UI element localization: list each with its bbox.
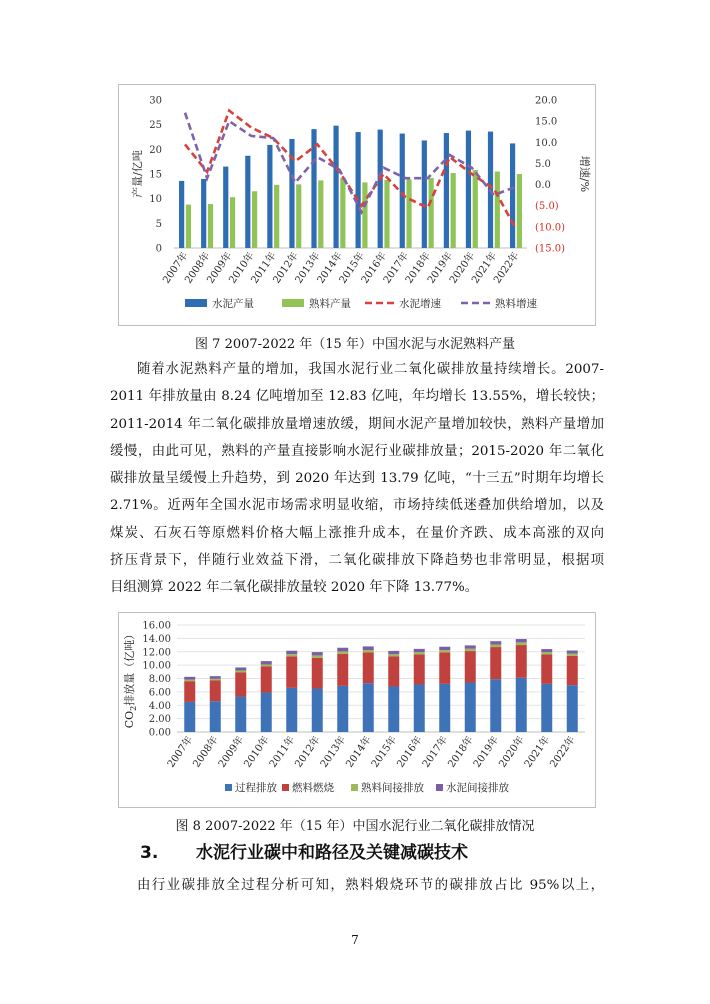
process-emission-bar	[261, 693, 272, 732]
bar-cement-output	[333, 126, 338, 248]
fuel-combustion-bar	[490, 647, 501, 679]
bar-clinker-output	[318, 180, 323, 248]
left-axis-tick-label: 5	[155, 218, 162, 230]
clinker-indirect-bar	[337, 651, 348, 653]
page-number: 7	[351, 933, 359, 947]
x-axis-tick-label: 2022年	[492, 250, 522, 286]
legend-label: 熟料产量	[309, 298, 351, 310]
paragraph-line: 由行业碳排放全过程分析可知，熟料煅烧环节的碳排放占比 95%以上，	[137, 878, 604, 893]
clinker-indirect-bar	[541, 652, 552, 654]
bar-clinker-output	[495, 172, 500, 248]
right-axis-tick-label: (5.0)	[535, 201, 559, 213]
y-axis-tick-label: 12.00	[142, 647, 171, 659]
process-emission-bar	[363, 683, 374, 732]
bar-cement-output	[510, 143, 515, 248]
legend-swatch	[351, 784, 358, 791]
bar-cement-output	[201, 179, 206, 248]
fuel-combustion-bar	[388, 656, 399, 686]
bar-cement-output	[466, 131, 471, 248]
clinker-indirect-bar	[567, 653, 578, 655]
y-axis-title: $CO_2$排放量（亿吨）	[123, 628, 138, 729]
x-axis-tick-label: 2008年	[183, 250, 213, 286]
bar-cement-output	[356, 132, 361, 248]
paragraph-line: 随着水泥熟料产量的增加，我国水泥行业二氧化碳排放量持续增长。2007-	[137, 362, 604, 377]
right-axis-title: 增速/%	[578, 155, 591, 193]
process-emission-bar	[490, 679, 501, 732]
bar-clinker-output	[274, 185, 279, 248]
bar-clinker-output	[473, 170, 478, 248]
cement-indirect-bar	[439, 647, 450, 650]
cement-indirect-bar	[465, 645, 476, 648]
x-axis-tick-label: 2015年	[369, 734, 400, 770]
legend-swatch	[225, 784, 232, 791]
process-emission-bar	[516, 678, 527, 732]
bar-clinker-output	[208, 204, 213, 248]
fuel-combustion-bar	[567, 656, 578, 685]
bar-cement-output	[444, 133, 449, 248]
legend-label: 燃料燃烧	[292, 782, 334, 794]
cement-indirect-bar	[516, 639, 527, 642]
figure-7-chart	[118, 84, 596, 326]
left-axis-tick-label: 20	[149, 144, 162, 156]
x-axis-tick-label: 2020年	[497, 734, 527, 770]
bar-clinker-output	[340, 178, 345, 248]
cement-indirect-bar	[388, 651, 399, 654]
clinker-indirect-bar	[388, 654, 399, 656]
legend-swatch	[185, 299, 207, 307]
bar-cement-output	[223, 167, 228, 248]
clinker-indirect-bar	[312, 655, 323, 657]
clinker-indirect-bar	[516, 642, 527, 645]
process-emission-bar	[567, 685, 578, 732]
y-axis-tick-label: 8.00	[148, 674, 171, 685]
bar-clinker-output	[230, 197, 235, 248]
section-heading	[140, 838, 468, 863]
fuel-combustion-bar	[363, 652, 374, 683]
legend-label: 过程排放	[235, 782, 277, 794]
bar-clinker-output	[362, 182, 367, 248]
left-axis-tick-label: 10	[149, 194, 162, 206]
x-axis-tick-label: 2014年	[315, 250, 345, 286]
paragraph-line: 目组测算 2022 年二氧化碳排放量较 2020 年下降 13.77%。	[110, 580, 479, 596]
fuel-combustion-bar	[184, 681, 195, 702]
x-axis-tick-label: 2013年	[318, 734, 349, 770]
clinker-indirect-bar	[235, 670, 246, 672]
fuel-combustion-bar	[312, 658, 323, 689]
cement-indirect-bar	[210, 676, 221, 679]
paragraph-line: 2011-2014 年二氧化碳排放量增速放缓，期间水泥产量增加较快，熟料产量增加	[110, 416, 604, 432]
legend-swatch	[282, 299, 304, 307]
legend-swatch	[282, 784, 289, 791]
legend-label: 熟料增速	[495, 298, 537, 310]
paragraph-line: 2011 年排放量由 8.24 亿吨增加至 12.83 亿吨，年均增长 13.55%，增长较快；	[110, 389, 604, 405]
x-axis-tick-label: 2019年	[425, 250, 456, 286]
bar-clinker-output	[451, 173, 456, 248]
x-axis-tick-label: 2010年	[242, 734, 272, 770]
x-axis-tick-label: 2012年	[271, 250, 301, 286]
bar-clinker-output	[406, 179, 411, 248]
clinker-indirect-bar	[439, 650, 450, 652]
cement-indirect-bar	[312, 652, 323, 655]
right-axis-tick-label: 5.0	[535, 158, 551, 170]
fuel-combustion-bar	[516, 645, 527, 678]
bar-clinker-output	[252, 191, 257, 248]
process-emission-bar	[414, 685, 425, 732]
x-axis-tick-label: 2019年	[471, 734, 502, 770]
right-axis-tick-label: (10.0)	[535, 222, 566, 234]
fuel-combustion-bar	[414, 654, 425, 684]
y-axis-tick-label: 10.00	[142, 660, 171, 672]
left-axis-tick-label: 0	[155, 243, 162, 255]
legend-label: 水泥产量	[212, 298, 254, 310]
paragraph-line: 挤压背景下，伴随行业效益下滑，二氧化碳排放下降趋势也非常明显，根据项	[110, 553, 604, 569]
left-axis-tick-label: 30	[149, 95, 162, 107]
x-axis-tick-label: 2007年	[161, 250, 191, 286]
x-axis-tick-label: 2018年	[446, 734, 476, 770]
x-axis-tick-label: 2021年	[470, 250, 500, 286]
bar-cement-output	[422, 140, 427, 248]
x-axis-tick-label: 2022年	[548, 734, 578, 770]
x-axis-tick-label: 2010年	[227, 250, 257, 286]
cement-indirect-bar	[363, 646, 374, 650]
legend-swatch	[436, 784, 443, 791]
cement-indirect-bar	[184, 677, 195, 680]
x-axis-tick-label: 2011年	[249, 250, 279, 286]
x-axis-tick-label: 2017年	[381, 250, 412, 286]
cement-indirect-bar	[235, 667, 246, 670]
bar-clinker-output	[429, 178, 434, 248]
paragraph-clinker	[110, 872, 604, 899]
process-emission-bar	[541, 684, 552, 732]
fuel-combustion-bar	[465, 651, 476, 682]
y-axis-tick-label: 0.00	[148, 727, 171, 739]
figure-8-caption: 图 8 2007-2022 年（15 年）中国水泥行业二氧化碳排放情况	[175, 819, 535, 834]
process-emission-bar	[235, 697, 246, 732]
x-axis-tick-label: 2018年	[403, 250, 434, 286]
process-emission-bar	[210, 701, 221, 732]
cement-indirect-bar	[541, 649, 552, 652]
left-axis-tick-label: 25	[149, 120, 162, 132]
process-emission-bar	[286, 688, 297, 732]
bar-cement-output	[378, 130, 383, 248]
x-axis-tick-label: 2011年	[267, 734, 298, 770]
bar-clinker-output	[517, 174, 522, 248]
cement-indirect-bar	[286, 651, 297, 654]
bar-clinker-output	[384, 180, 389, 248]
y-axis-tick-label: 4.00	[148, 700, 171, 712]
figure-7-svg	[119, 85, 595, 325]
left-axis-title: 产量/亿吨	[131, 150, 144, 198]
fuel-combustion-bar	[261, 666, 272, 692]
process-emission-bar	[184, 702, 195, 732]
process-emission-bar	[465, 683, 476, 732]
cement-indirect-bar	[567, 650, 578, 653]
clinker-indirect-bar	[184, 680, 195, 682]
x-axis-tick-label: 2009年	[205, 250, 235, 286]
left-axis-tick-label: 15	[149, 169, 162, 181]
figure-7-caption: 图 7 2007-2022 年（15 年）中国水泥与水泥熟料产量	[195, 337, 515, 352]
clinker-indirect-bar	[210, 679, 221, 681]
paragraph-emissions-trend	[110, 356, 604, 602]
paragraph-line: 2.71%。近两年全国水泥市场需求明显收缩，市场持续低迷叠加供给增加，以及	[110, 498, 604, 514]
figure-8-chart	[118, 612, 596, 808]
x-axis-tick-label: 2016年	[359, 250, 390, 286]
x-axis-tick-label: 2015年	[337, 250, 367, 286]
y-axis-tick-label: 16.00	[142, 620, 171, 632]
cement-indirect-bar	[414, 649, 425, 652]
cement-indirect-bar	[337, 648, 348, 652]
clinker-indirect-bar	[465, 649, 476, 651]
paragraph-line: 碳排放量呈缓慢上升趋势，到 2020 年达到 13.79 亿吨，“十三五”时期年均增长	[110, 471, 604, 487]
x-axis-tick-label: 2017年	[420, 734, 451, 770]
right-axis-tick-label: 10.0	[535, 137, 558, 149]
paragraph-line: 缓慢，由此可见，熟料的产量直接影响水泥行业碳排放量；2015-2020 年二氧化	[110, 443, 604, 459]
right-axis-tick-label: 20.0	[535, 95, 558, 107]
y-axis-tick-label: 14.00	[142, 633, 171, 645]
bar-cement-output	[400, 134, 405, 248]
process-emission-bar	[312, 689, 323, 732]
fuel-combustion-bar	[439, 652, 450, 683]
legend-label: 水泥增速	[399, 298, 441, 310]
right-axis-tick-label: 15.0	[535, 116, 558, 128]
fuel-combustion-bar	[337, 654, 348, 686]
right-axis-tick-label: (15.0)	[535, 243, 566, 255]
paragraph-line: 煤炭、石灰石等原燃料价格大幅上涨推升成本，在量价齐跌、成本高涨的双向	[110, 525, 604, 541]
x-axis-tick-label: 2013年	[293, 250, 323, 286]
x-axis-tick-label: 2021年	[522, 734, 553, 770]
fuel-combustion-bar	[210, 681, 221, 702]
bar-cement-output	[179, 181, 184, 248]
clinker-indirect-bar	[414, 652, 425, 654]
x-axis-tick-label: 2012年	[293, 734, 323, 770]
clinker-indirect-bar	[261, 664, 272, 666]
x-axis-tick-label: 2009年	[216, 734, 247, 770]
cement-indirect-bar	[490, 641, 501, 644]
clinker-indirect-bar	[363, 650, 374, 652]
process-emission-bar	[337, 686, 348, 732]
section-number: 3.	[140, 843, 159, 863]
bar-clinker-output	[186, 205, 191, 248]
fuel-combustion-bar	[541, 654, 552, 683]
cement-indirect-bar	[261, 661, 272, 664]
legend-label: 熟料间接排放	[361, 782, 424, 794]
clinker-indirect-bar	[490, 645, 501, 648]
x-axis-tick-label: 2020年	[447, 250, 478, 286]
process-emission-bar	[439, 684, 450, 732]
bar-clinker-output	[296, 184, 301, 248]
x-axis-tick-label: 2007年	[165, 734, 196, 770]
process-emission-bar	[388, 687, 399, 732]
legend-label: 水泥间接排放	[446, 782, 509, 794]
x-axis-tick-label: 2016年	[395, 734, 425, 770]
bar-cement-output	[245, 156, 250, 248]
section-title: 水泥行业碳中和路径及关键减碳技术	[196, 843, 468, 863]
y-axis-tick-label: 6.00	[148, 687, 171, 699]
figure-8-svg	[119, 613, 595, 807]
bar-cement-output	[267, 145, 272, 248]
fuel-combustion-bar	[235, 672, 246, 696]
x-axis-tick-label: 2014年	[344, 734, 374, 770]
x-axis-tick-label: 2008年	[191, 734, 221, 770]
y-axis-tick-label: 2.00	[148, 714, 171, 726]
fuel-combustion-bar	[286, 656, 297, 687]
clinker-indirect-bar	[286, 654, 297, 656]
right-axis-tick-label: 0.0	[535, 180, 551, 192]
